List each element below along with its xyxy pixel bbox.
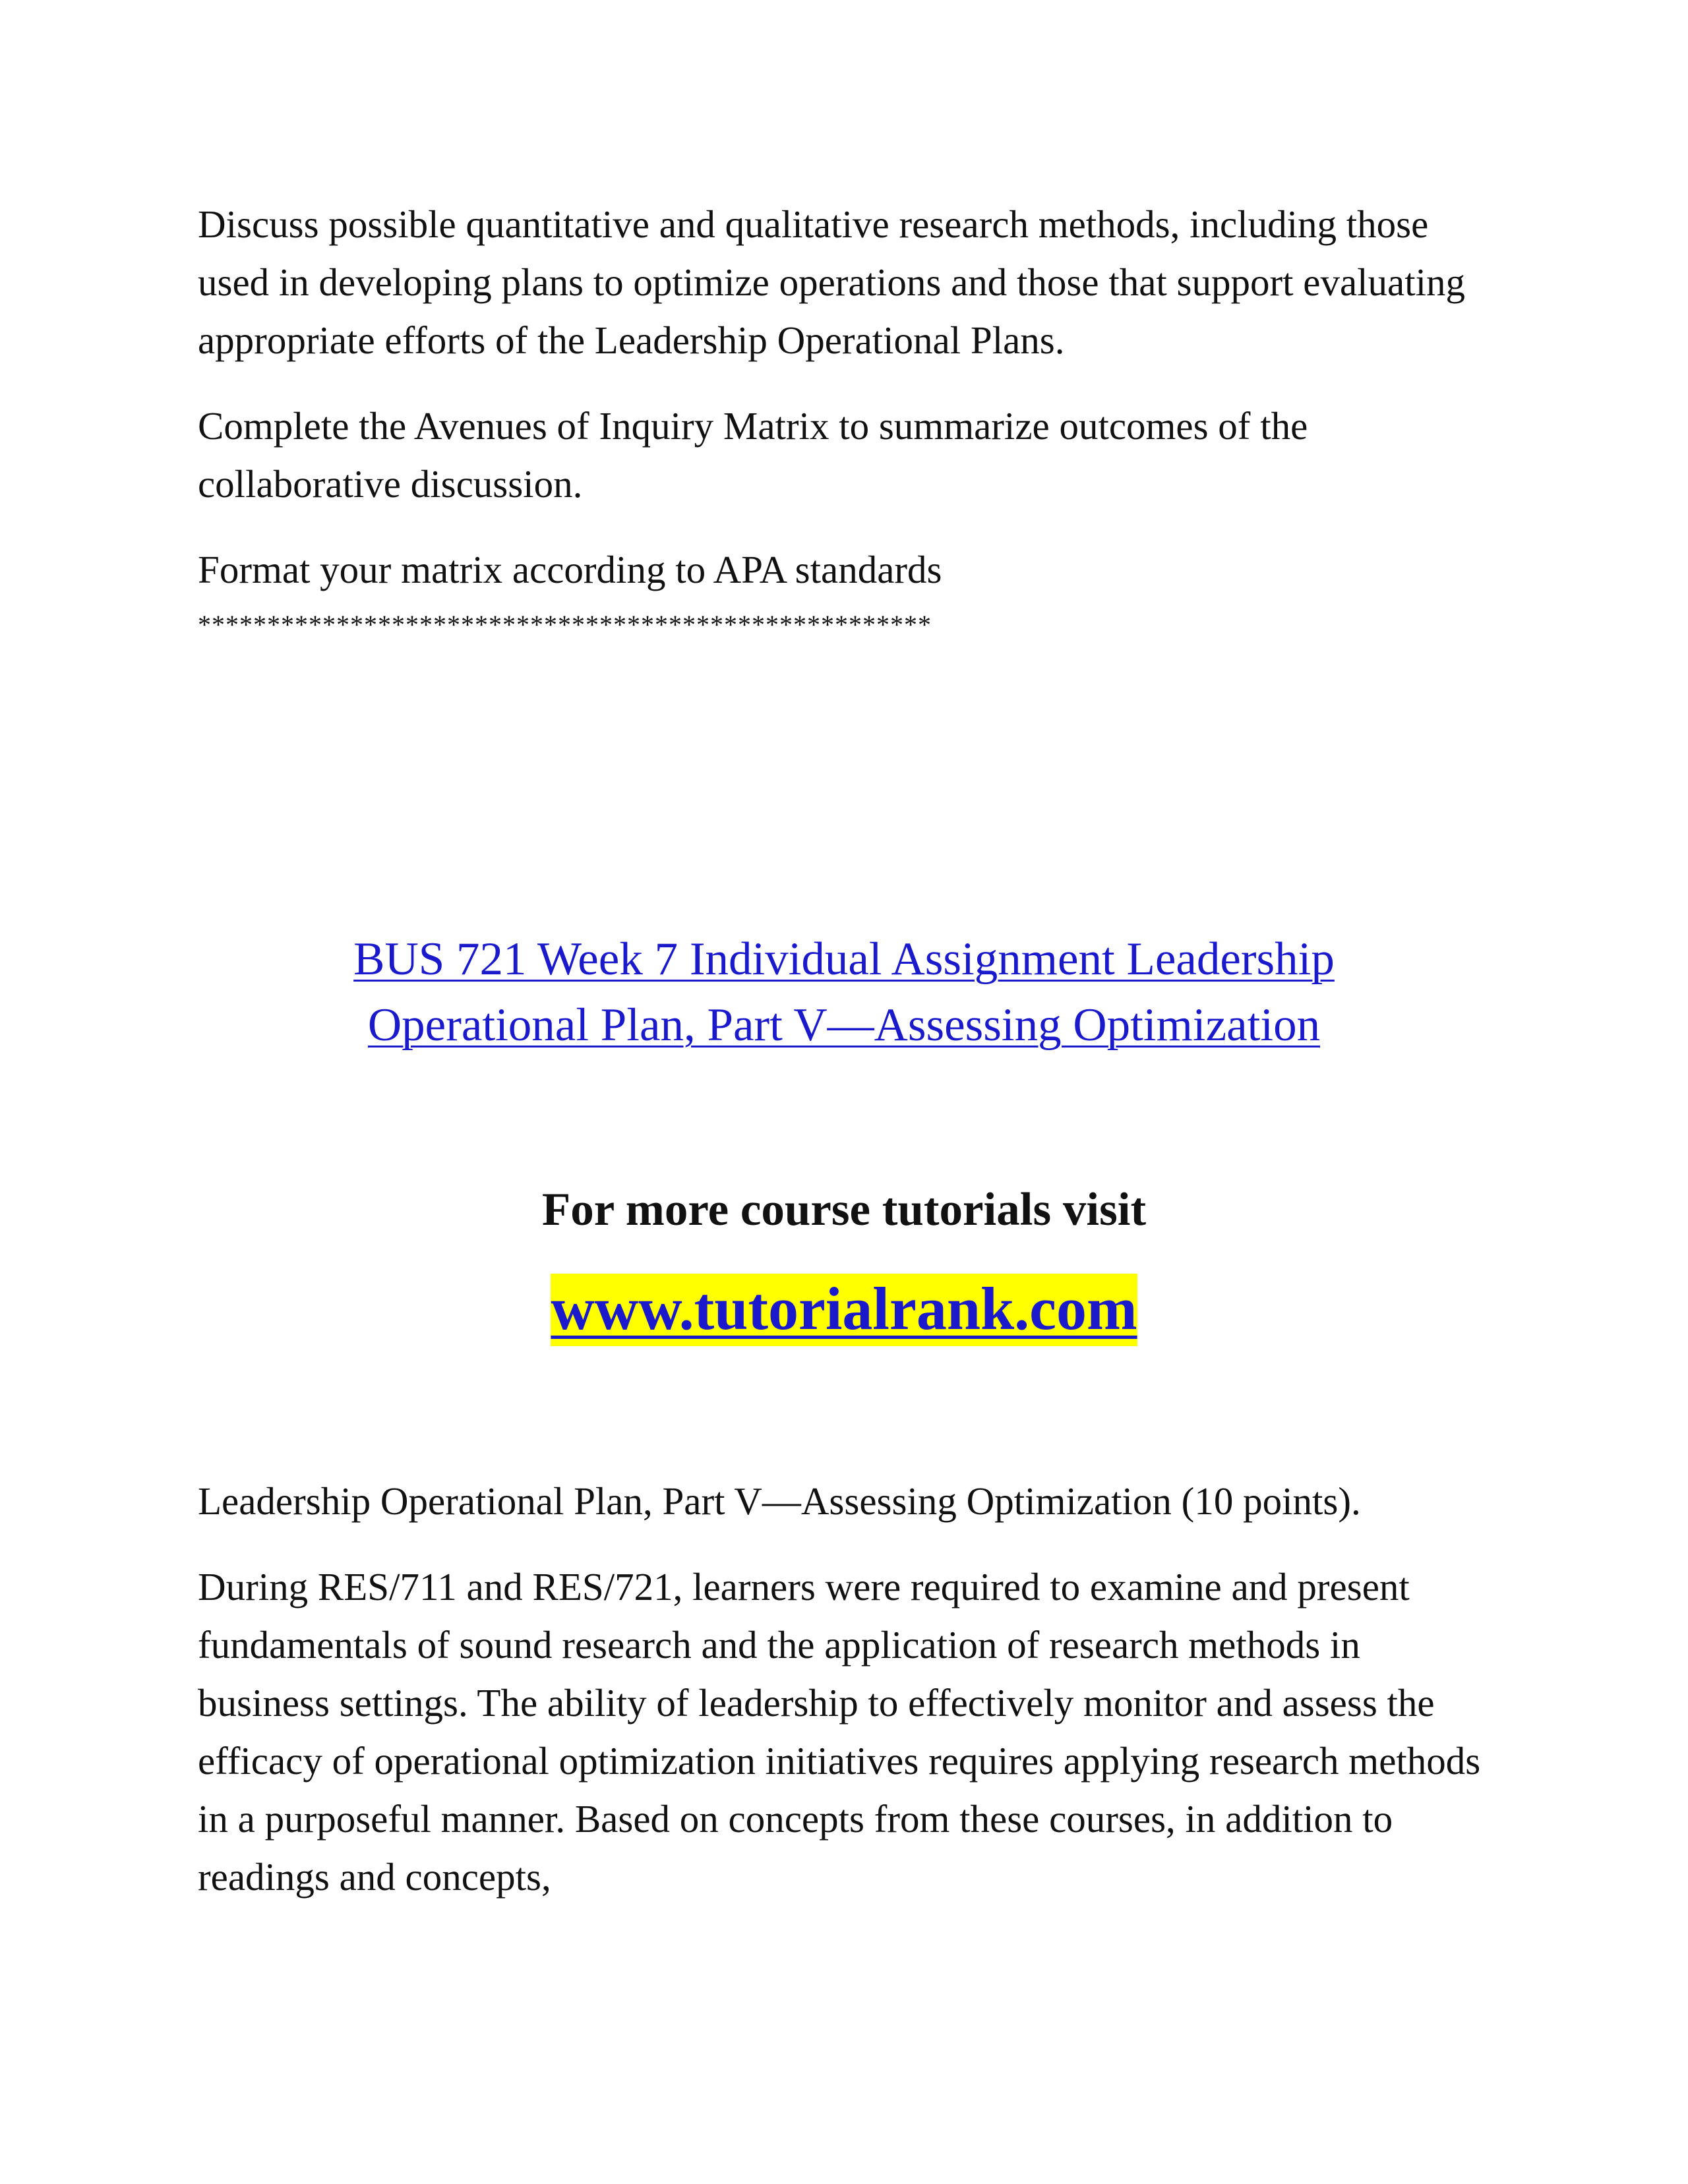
assignment-link-line2: Operational Plan, Part V—Assessing Optimization bbox=[367, 999, 1321, 1051]
lower-paragraph-body: During RES/711 and RES/721, learners were required to examine and present fundamentals of sound research and the application of research methods in business settings. The ability of leadership to effectively monitor and assess the efficacy of operational optimization initiatives requires applying research methods in a purposeful manner. Based on concepts from these courses, in addition to readings and concepts, bbox=[198, 1565, 1481, 1899]
assignment-title-link[interactable] bbox=[353, 933, 1335, 1051]
intro-paragraph-complete-matrix: Complete the Avenues of Inquiry Matrix to summarize outcomes of the collaborative discussion. bbox=[198, 404, 1308, 506]
intro-paragraph-format: Format your matrix according to APA standards bbox=[198, 548, 942, 591]
intro-section bbox=[198, 195, 1490, 645]
tutorialrank-link[interactable]: www.tutorialrank.com bbox=[551, 1274, 1137, 1346]
lower-paragraph-title: Leadership Operational Plan, Part V—Assessing Optimization (10 points). bbox=[198, 1479, 1361, 1523]
lower-section bbox=[198, 1472, 1490, 1906]
promo-url-block bbox=[198, 1272, 1490, 1345]
promo-heading: For more course tutorials visit bbox=[541, 1184, 1147, 1235]
assignment-link-block bbox=[198, 926, 1490, 1058]
asterisk-separator: ***************************************************** bbox=[198, 610, 932, 639]
intro-paragraph-discuss: Discuss possible quantitative and qualitative research methods, including those used in developing plans to optimize operations and those that support evaluating appropriate efforts of the Leadership Operational Plans. bbox=[198, 202, 1466, 362]
assignment-link-line1: BUS 721 Week 7 Individual Assignment Leadership bbox=[353, 933, 1335, 985]
